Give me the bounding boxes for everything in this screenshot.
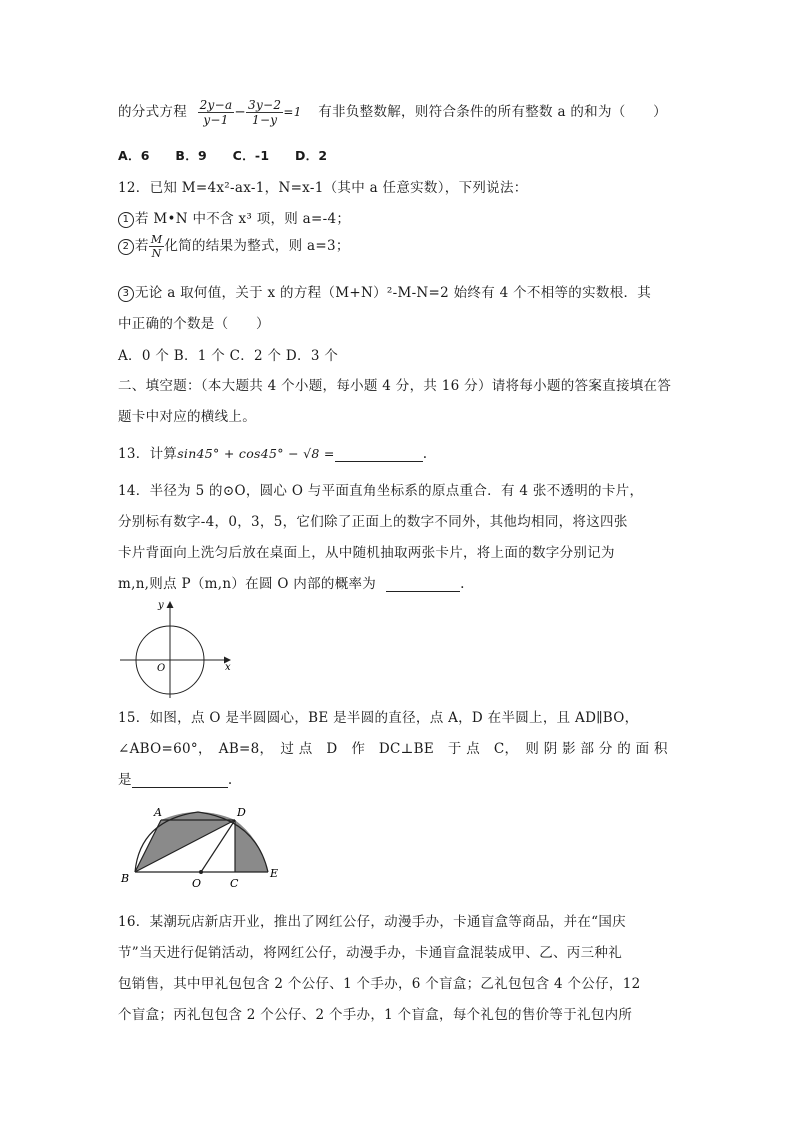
- circled-number-3: 3: [118, 286, 134, 302]
- q12-statement-2-post: 化简的结果为整式，则 a=3；: [164, 238, 350, 254]
- q13-period: .: [422, 446, 428, 462]
- q14-line-2: 分别标有数字-4，0，3，5，它们除了正面上的数字不同外，其他均相同，将这四张: [118, 514, 628, 530]
- label-e: E: [270, 867, 279, 880]
- section2-heading: 二、填空题：（本大题共 4 个小题，每小题 4 分，共 16 分）请将每小题的答案直接填在答: [118, 378, 672, 394]
- label-b: B: [121, 872, 130, 885]
- origin-label: O: [157, 663, 166, 674]
- q13-prefix: 13．计算: [118, 446, 178, 462]
- q15-answer-blank[interactable]: [132, 775, 228, 788]
- q12-stem: 12．已知 M=4x²-ax-1，N=x-1（其中 a 任意实数），下列说法：: [118, 180, 528, 196]
- q11-minus: −: [234, 104, 247, 120]
- label-d: D: [237, 806, 246, 819]
- y-axis-label: y: [158, 600, 164, 611]
- q15-semicircle-figure: [116, 798, 286, 890]
- section2-heading-cont: 题卡中对应的横线上。: [118, 409, 256, 425]
- q15-period: .: [227, 772, 233, 788]
- q11-frac1-denominator: y−1: [203, 113, 229, 127]
- q14-line-3: 卡片背面向上洗匀后放在桌面上，从中随机抽取两张卡片，将上面的数字分别记为: [118, 545, 615, 561]
- q14-line-4-text: m,n,则点 P（m,n）在圆 O 内部的概率为: [118, 576, 377, 592]
- q12-statement-1-text: 若 M•N 中不含 x³ 项，则 a=-4；: [135, 211, 351, 227]
- q12-statement-3-cont: 中正确的个数是（ ）: [118, 316, 270, 332]
- q15-line-3: [118, 768, 232, 788]
- q11-fraction-2: [246, 98, 283, 127]
- q11-options: A．6 B．9 C．-1 D．2: [118, 148, 328, 163]
- label-o: O: [192, 877, 202, 890]
- q11-frac2-denominator: 1−y: [252, 113, 278, 127]
- q15-line-1: 15．如图，点 O 是半圆圆心，BE 是半圆的直径，点 A，D 在半圆上，且 AD∥BO，: [118, 710, 639, 726]
- q16-line-1: 16．某潮玩店新店开业，推出了网红公仔，动漫手办，卡通盲盒等商品，并在“国庆: [118, 914, 626, 930]
- q11-frac2-numerator: 3y−2: [248, 98, 282, 112]
- q14-circle-figure: [112, 596, 242, 700]
- q11-fraction-1: [198, 98, 235, 127]
- q13-line: [118, 442, 427, 462]
- q14-period: .: [460, 576, 465, 592]
- q16-line-3: 包销售，其中甲礼包包含 2 个公仔、1 个手办，6 个盲盒；乙礼包包含 4 个公仔，12: [118, 976, 641, 992]
- q12-options: A．0 个 B．1 个 C．2 个 D．3 个: [118, 348, 339, 364]
- q11-suffix: 有非负整数解，则符合条件的所有整数 a 的和为（ ）: [318, 104, 667, 120]
- q15-line-3-text: 是: [118, 772, 132, 788]
- circled-number-1: 1: [118, 212, 134, 228]
- q12-statement-3: [118, 281, 651, 302]
- q12-statement-2: [118, 233, 350, 260]
- q16-line-2: 节”当天进行促销活动，将网红公仔，动漫手办，卡通盲盒混装成甲、乙、丙三种礼: [118, 945, 623, 961]
- x-axis-label: x: [225, 662, 231, 673]
- label-a: A: [154, 806, 162, 819]
- q12-frac-numerator: M: [150, 233, 163, 246]
- q14-answer-blank[interactable]: [386, 579, 460, 592]
- center-point-o: [199, 870, 203, 874]
- q12-fraction-m-over-n: [149, 233, 165, 260]
- q11-equals-one: =1: [283, 105, 302, 119]
- q14-line-1: 14．半径为 5 的⊙O，圆心 O 与平面直角坐标系的原点重合．有 4 张不透明的卡片，: [118, 483, 644, 499]
- circled-number-2: 2: [118, 239, 134, 255]
- label-c: C: [230, 877, 239, 890]
- q11-prefix: 的分式方程: [118, 104, 187, 120]
- q16-line-4: 个盲盒；丙礼包包含 2 个公仔、2 个手办，1 个盲盒，每个礼包的售价等于礼包内所: [118, 1007, 633, 1023]
- q12-frac-denominator: N: [151, 247, 162, 260]
- q14-line-4: [118, 572, 465, 592]
- q15-line-2: ∠ABO=60°， AB=8， 过 点 D 作 DC⊥BE 于 点 C， 则 阴 影 部 分 的 面 积: [118, 741, 668, 757]
- q12-statement-3-text: 无论 a 取何值，关于 x 的方程（M+N）²-M-N=2 始终有 4 个不相等的实数根．其: [135, 285, 652, 301]
- q12-statement-2-pre: 若: [135, 238, 149, 254]
- q11-frac1-numerator: 2y−a: [199, 98, 233, 112]
- q13-answer-blank[interactable]: [335, 449, 423, 462]
- q12-statement-1: [118, 207, 350, 228]
- q13-expression: sin45° + cos45° − √8 =: [177, 446, 335, 461]
- q11-equation-line: [118, 98, 667, 127]
